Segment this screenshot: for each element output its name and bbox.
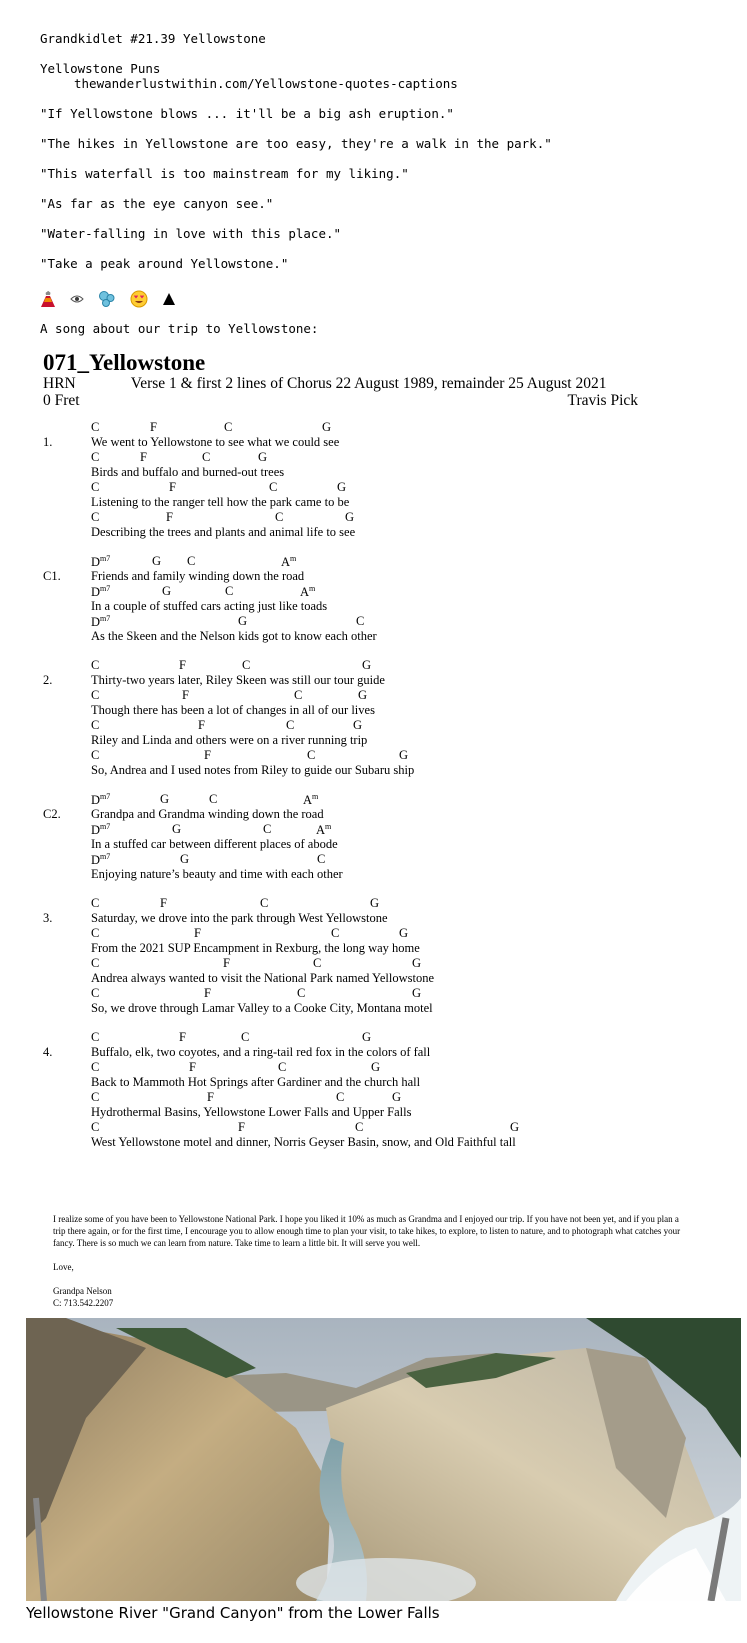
letter-phone: C: 713.542.2207 bbox=[53, 1298, 114, 1308]
chord: F bbox=[223, 956, 230, 970]
chord: F bbox=[179, 658, 186, 672]
chord: G bbox=[362, 1030, 372, 1044]
chord: G bbox=[371, 1060, 381, 1074]
chord: C bbox=[294, 688, 303, 702]
chord: C bbox=[275, 510, 284, 524]
section-label: 1. bbox=[43, 435, 53, 449]
lyric-line: Riley and Linda and others were on a river running trip bbox=[91, 733, 368, 747]
chord: C bbox=[91, 718, 100, 732]
chord: C bbox=[91, 748, 100, 762]
letter-closing: Love, bbox=[53, 1262, 74, 1272]
lyric-line: Grandpa and Grandma winding down the road bbox=[91, 807, 324, 821]
lyric-line: So, Andrea and I used notes from Riley to guide our Subaru ship bbox=[91, 763, 415, 777]
chord: $D^{m7}$ bbox=[91, 792, 111, 807]
chord: C bbox=[263, 822, 272, 836]
chord-line bbox=[91, 1060, 691, 1074]
chord-line bbox=[91, 748, 691, 762]
canyon-photo bbox=[26, 1318, 741, 1601]
chord: $A^m$ bbox=[300, 584, 316, 599]
lyric-line: From the 2021 SUP Encampment in Rexburg, the long way home bbox=[91, 941, 420, 955]
chord: $D^{m7}$ bbox=[91, 614, 111, 629]
song-intro: A song about our trip to Yellowstone: bbox=[40, 321, 319, 336]
chord: C bbox=[91, 450, 100, 464]
song-pick: Travis Pick bbox=[567, 392, 638, 409]
chord: C bbox=[91, 1030, 100, 1044]
chord-line bbox=[91, 956, 691, 970]
chord: G bbox=[152, 554, 162, 568]
chord: F bbox=[169, 480, 176, 494]
eye-icon bbox=[70, 294, 84, 304]
chord: G bbox=[337, 480, 347, 494]
chord-line bbox=[91, 792, 691, 806]
chord: G bbox=[180, 852, 190, 866]
chord: C bbox=[242, 658, 251, 672]
chord: C bbox=[91, 1090, 100, 1104]
chord: C bbox=[331, 926, 340, 940]
chord-line bbox=[91, 1090, 691, 1104]
lyric-line: Listening to the ranger tell how the park came to be bbox=[91, 495, 350, 509]
chord: F bbox=[182, 688, 189, 702]
section-label: 4. bbox=[43, 1045, 53, 1059]
chord: C bbox=[313, 956, 322, 970]
chord: $D^{m7}$ bbox=[91, 852, 111, 867]
chord: C bbox=[355, 1120, 364, 1134]
photo-caption: Yellowstone River "Grand Canyon" from the Lower Falls bbox=[26, 1604, 440, 1622]
lyric-line: Back to Mammoth Hot Springs after Gardiner and the church hall bbox=[91, 1075, 421, 1089]
lyric-line: Describing the trees and plants and animal life to see bbox=[91, 525, 356, 539]
chord-line bbox=[91, 718, 691, 732]
chord: C bbox=[336, 1090, 345, 1104]
chord: G bbox=[358, 688, 368, 702]
chord: $A^m$ bbox=[303, 792, 319, 807]
chord: C bbox=[187, 554, 196, 568]
chord: C bbox=[225, 584, 234, 598]
chord: C bbox=[224, 420, 233, 434]
chord: C bbox=[91, 956, 100, 970]
chord-line bbox=[91, 926, 691, 940]
chord-line bbox=[91, 450, 691, 464]
chord: G bbox=[399, 748, 409, 762]
chord: $D^{m7}$ bbox=[91, 554, 111, 569]
lyric-line: Saturday, we drove into the park through West Yellowstone bbox=[91, 911, 388, 925]
lyric-line: Buffalo, elk, two coyotes, and a ring-tail red fox in the colors of fall bbox=[91, 1045, 431, 1059]
chord-line bbox=[91, 510, 691, 524]
lyric-line: Friends and family winding down the road bbox=[91, 569, 305, 583]
chord: G bbox=[258, 450, 268, 464]
chord-line bbox=[91, 420, 691, 434]
chord: C bbox=[286, 718, 295, 732]
chord: G bbox=[353, 718, 363, 732]
chord-line bbox=[91, 852, 691, 866]
song-fret: 0 Fret bbox=[43, 392, 80, 409]
chord: F bbox=[194, 926, 201, 940]
lyric-line: Hydrothermal Basins, Yellowstone Lower Falls and Upper Falls bbox=[91, 1105, 412, 1119]
chord: C bbox=[91, 1060, 100, 1074]
document-title: Grandkidlet #21.39 Yellowstone bbox=[40, 31, 266, 46]
lyric-line: So, we drove through Lamar Valley to a Cooke City, Montana motel bbox=[91, 1001, 433, 1015]
lyric-line: In a stuffed car between different places of abode bbox=[91, 837, 338, 851]
chord: F bbox=[166, 510, 173, 524]
chord: F bbox=[204, 986, 211, 1000]
lyric-line: Birds and buffalo and burned-out trees bbox=[91, 465, 285, 479]
emoji-row bbox=[40, 288, 720, 310]
lyric-line: We went to Yellowstone to see what we could see bbox=[91, 435, 340, 449]
closing-letter bbox=[53, 1213, 683, 1309]
lyric-line: In a couple of stuffed cars acting just like toads bbox=[91, 599, 328, 613]
chord: G bbox=[238, 614, 248, 628]
chord-line bbox=[91, 658, 691, 672]
chord: C bbox=[91, 896, 100, 910]
chord: F bbox=[207, 1090, 214, 1104]
chord: C bbox=[297, 986, 306, 1000]
chord: F bbox=[150, 420, 157, 434]
pun-4: "As far as the eye canyon see." bbox=[40, 196, 274, 211]
chord: G bbox=[172, 822, 182, 836]
chord: G bbox=[510, 1120, 520, 1134]
chord: $D^{m7}$ bbox=[91, 584, 111, 599]
song-dates: Verse 1 & first 2 lines of Chorus 22 August 1989, remainder 25 August 2021 bbox=[130, 375, 607, 392]
pun-2: "The hikes in Yellowstone are too easy, they're a walk in the park." bbox=[40, 136, 552, 151]
chord-line bbox=[91, 480, 691, 494]
heart-eyes-icon bbox=[130, 290, 148, 308]
chord: F bbox=[238, 1120, 245, 1134]
chord: G bbox=[162, 584, 172, 598]
lyric-line: Andrea always wanted to visit the National Park named Yellowstone bbox=[91, 971, 434, 985]
section-label: 3. bbox=[43, 911, 53, 925]
chord: C bbox=[317, 852, 326, 866]
song-author: HRN bbox=[43, 375, 76, 392]
chord: C bbox=[91, 658, 100, 672]
chord: G bbox=[160, 792, 170, 806]
puns-heading: Yellowstone Puns bbox=[40, 61, 161, 76]
section-label: C1. bbox=[43, 569, 61, 583]
chord: G bbox=[399, 926, 409, 940]
chord-line bbox=[91, 822, 691, 836]
song-title: 071_Yellowstone bbox=[43, 350, 206, 375]
chord: F bbox=[160, 896, 167, 910]
chord: $D^{m7}$ bbox=[91, 822, 111, 837]
song-meta bbox=[43, 375, 638, 409]
chord: C bbox=[202, 450, 211, 464]
pun-1: "If Yellowstone blows ... it'll be a big ash eruption." bbox=[40, 106, 454, 121]
chord-line bbox=[91, 554, 691, 568]
chord: $A^m$ bbox=[316, 822, 332, 837]
chord: G bbox=[412, 956, 422, 970]
chord-line bbox=[91, 1030, 691, 1044]
chord: C bbox=[91, 510, 100, 524]
chord-line bbox=[91, 896, 691, 910]
chord: G bbox=[392, 1090, 402, 1104]
letter-body: I realize some of you have been to Yellowstone National Park. I hope you liked it 10% as much as Grandma and I enjoyed our trip. If you have not been yet, and if you plan a trip there again, or for the first time, I encourage you to allow enough time to plan your visit, to take hikes, to explore, to listen to nature, and to photograph what catches your fancy. There is so much we can learn from nature. Take time to learn a little bit. It will serve you well. bbox=[53, 1214, 681, 1248]
chord: $A^m$ bbox=[281, 554, 297, 569]
section-label: C2. bbox=[43, 807, 61, 821]
chord-line bbox=[91, 1120, 691, 1134]
pun-6: "Take a peak around Yellowstone." bbox=[40, 256, 289, 271]
intro-section bbox=[40, 31, 720, 336]
chord: C bbox=[241, 1030, 250, 1044]
chord-line bbox=[91, 688, 691, 702]
chord: C bbox=[91, 420, 100, 434]
chord: F bbox=[179, 1030, 186, 1044]
chord: C bbox=[307, 748, 316, 762]
chord: F bbox=[204, 748, 211, 762]
bubbles-icon bbox=[98, 290, 116, 308]
chord: C bbox=[278, 1060, 287, 1074]
chord: F bbox=[198, 718, 205, 732]
chord: G bbox=[345, 510, 355, 524]
letter-signature: Grandpa Nelson bbox=[53, 1286, 112, 1296]
chord: C bbox=[269, 480, 278, 494]
chord: C bbox=[91, 480, 100, 494]
lyric-line: Though there has been a lot of changes in all of our lives bbox=[91, 703, 375, 717]
pun-5: "Water-falling in love with this place." bbox=[40, 226, 342, 241]
chord: G bbox=[412, 986, 422, 1000]
chord: C bbox=[260, 896, 269, 910]
lyric-line: Enjoying nature’s beauty and time with each other bbox=[91, 867, 343, 881]
lyric-line: West Yellowstone motel and dinner, Norris Geyser Basin, snow, and Old Faithful tall bbox=[91, 1135, 516, 1149]
puns-source: thewanderlustwithin.com/Yellowstone-quotes-captions bbox=[74, 76, 458, 91]
chord-line bbox=[91, 584, 691, 598]
chord: G bbox=[322, 420, 332, 434]
pun-3: "This waterfall is too mainstream for my liking." bbox=[40, 166, 409, 181]
chord: C bbox=[356, 614, 365, 628]
chord: C bbox=[91, 1120, 100, 1134]
lyric-line: Thirty-two years later, Riley Skeen was still our tour guide bbox=[91, 673, 385, 687]
chord-line bbox=[91, 986, 691, 1000]
mountain-icon bbox=[162, 292, 176, 306]
chord: F bbox=[140, 450, 147, 464]
chord: C bbox=[209, 792, 218, 806]
section-label: 2. bbox=[43, 673, 53, 687]
chord: C bbox=[91, 986, 100, 1000]
chord: F bbox=[189, 1060, 196, 1074]
lyric-line: As the Skeen and the Nelson kids got to know each other bbox=[91, 629, 377, 643]
volcano-icon bbox=[40, 290, 56, 308]
chord: G bbox=[362, 658, 372, 672]
chord: C bbox=[91, 688, 100, 702]
chord: G bbox=[370, 896, 380, 910]
chord-line bbox=[91, 614, 691, 628]
chord: C bbox=[91, 926, 100, 940]
